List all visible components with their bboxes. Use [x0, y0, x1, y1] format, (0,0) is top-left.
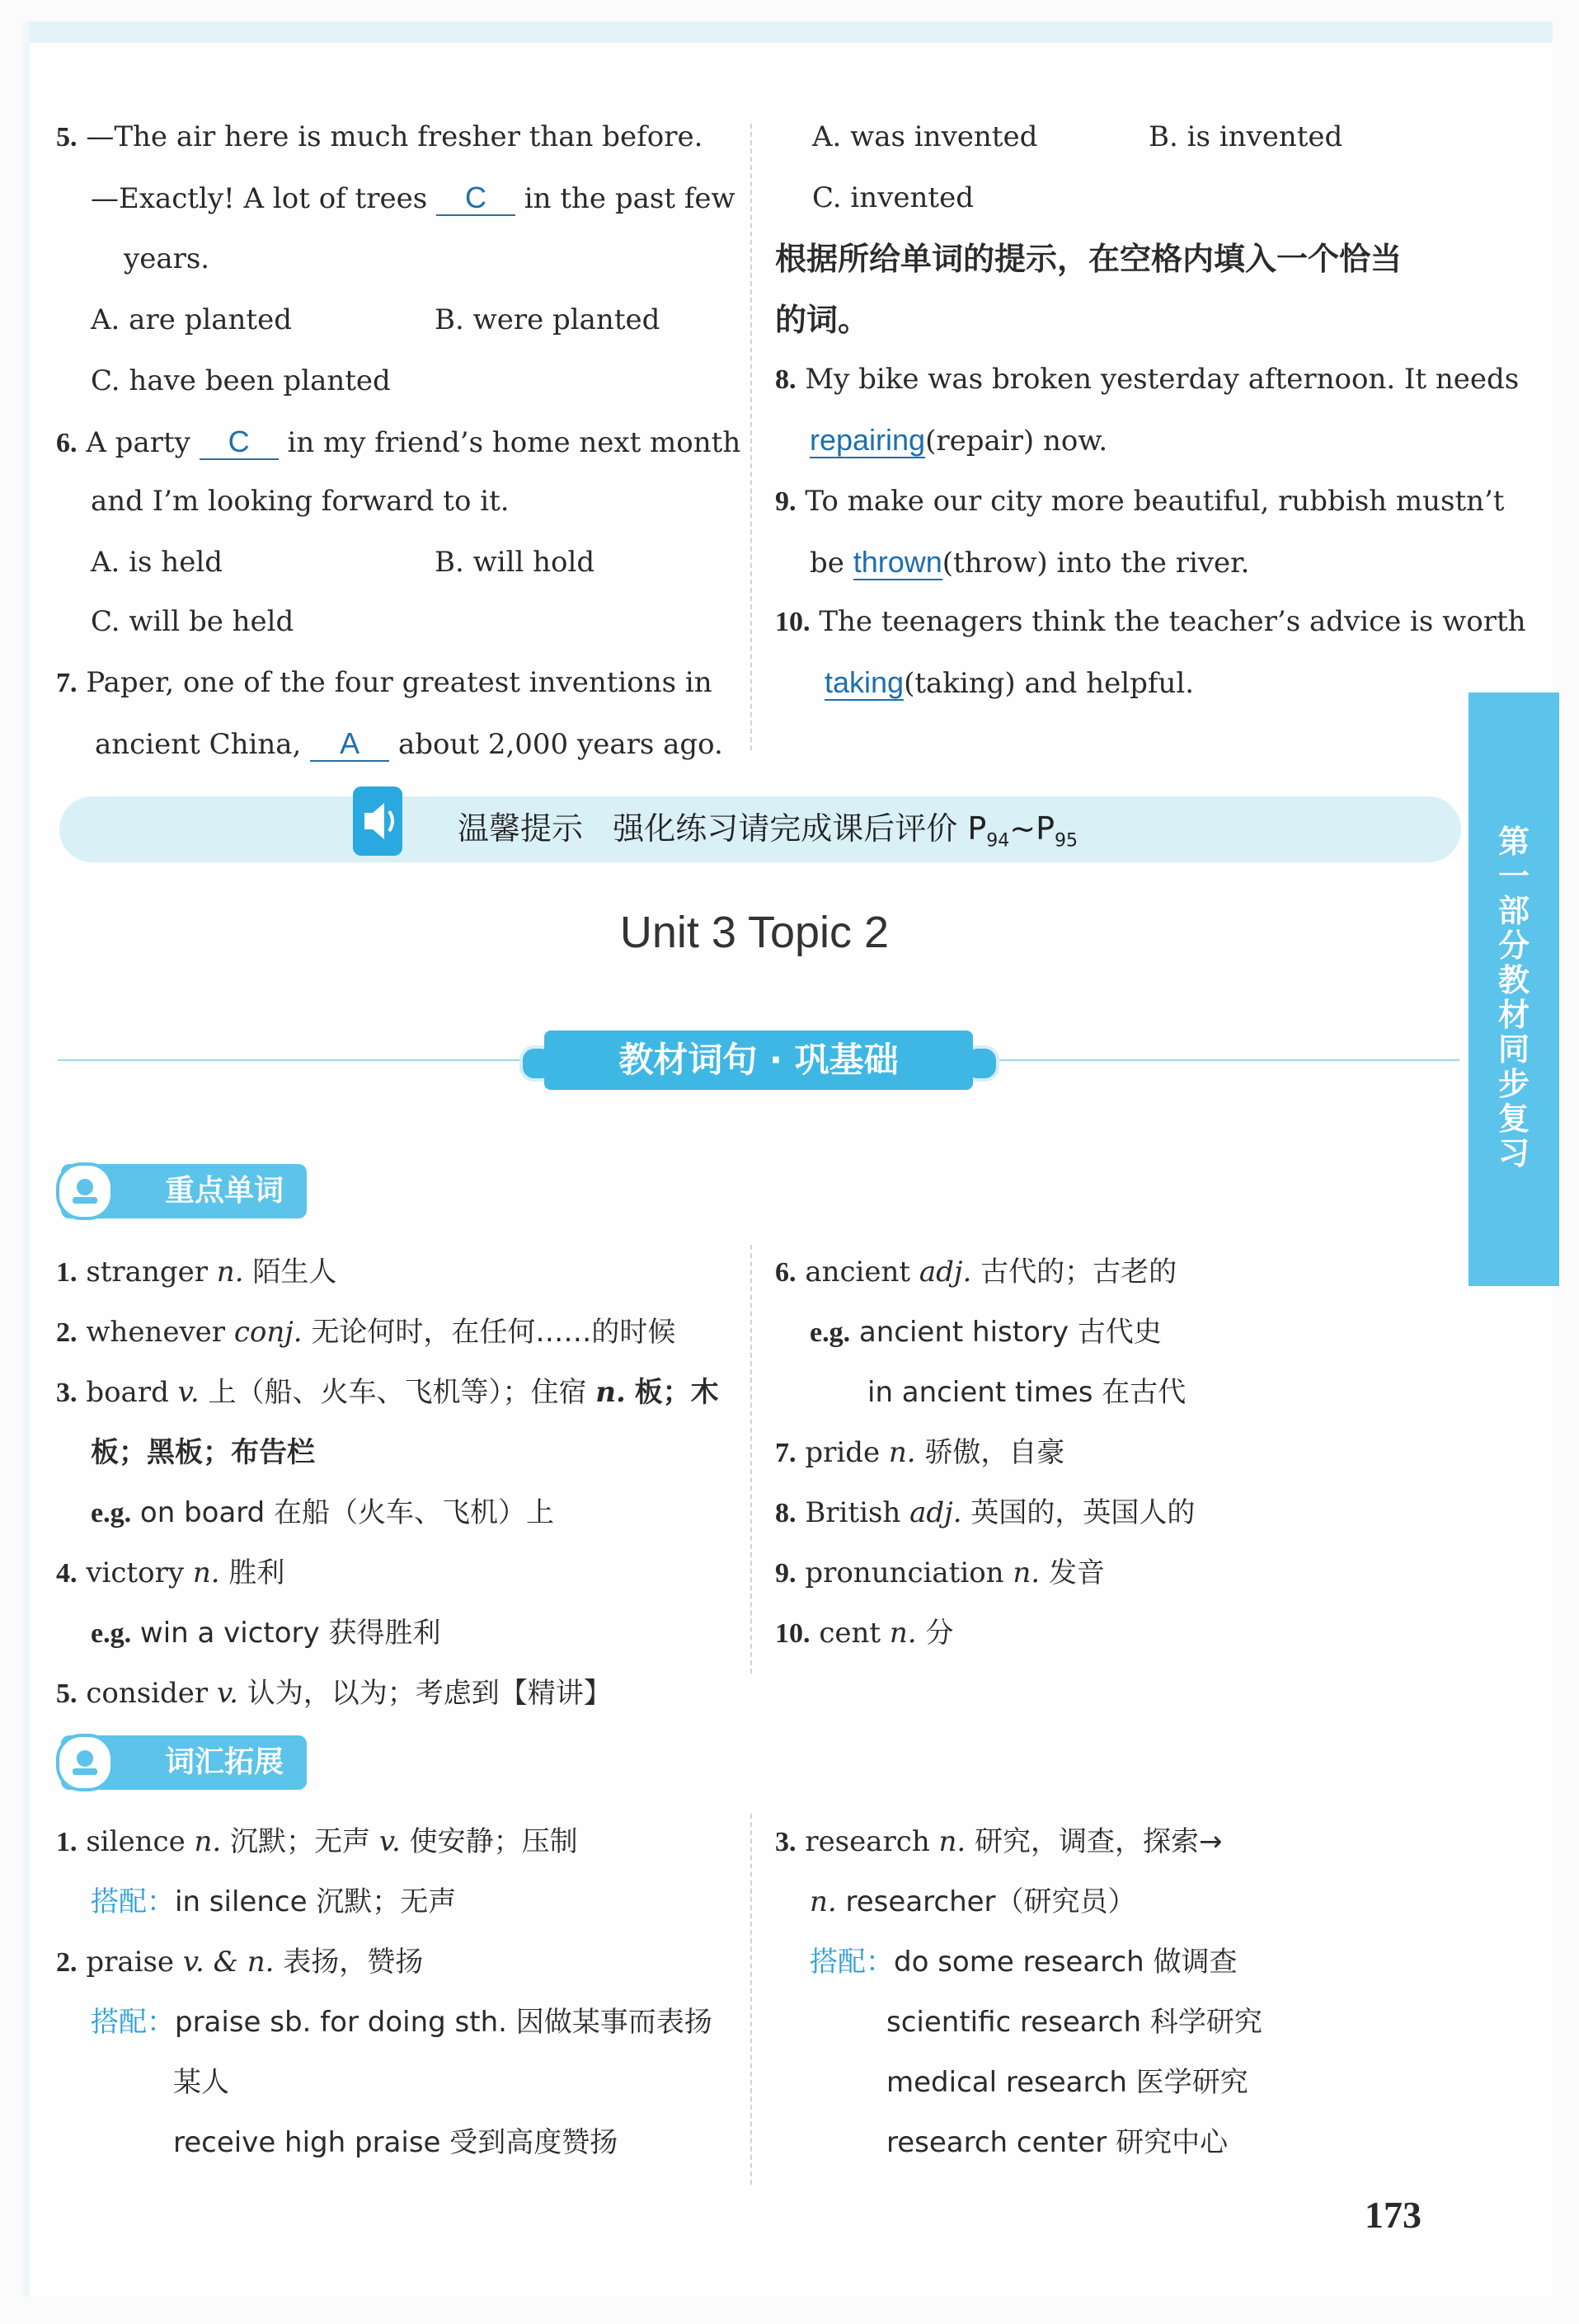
q9-number: 9. [775, 486, 797, 517]
vocab-item-9 [775, 1556, 1105, 1590]
vocab-3-cn: 上（船、火车、飞机等）；住宿 [208, 1376, 587, 1409]
vocab-item-3 [56, 1376, 719, 1410]
column-divider-top [750, 124, 752, 750]
expand-3-num: 3. [775, 1827, 797, 1857]
vocab-8-num: 8. [775, 1498, 797, 1528]
vocab-6-eg [810, 1316, 1162, 1350]
expand-1-collocation [91, 1885, 456, 1918]
vocab-item-10 [775, 1617, 953, 1650]
expand-3-coll1: do some research 做调查 [894, 1946, 1238, 1979]
q7-line1 [56, 666, 712, 700]
q8-number: 8. [775, 364, 797, 395]
expand-1-cn2: 使安静；压制 [409, 1825, 578, 1858]
q10-line1 [775, 605, 1526, 639]
section-line-right [998, 1059, 1459, 1061]
vocab-7-pos: n. [888, 1436, 916, 1469]
vocab-10-num: 10. [775, 1618, 811, 1649]
tip-sub2: 95 [1055, 830, 1079, 852]
q5-line3: years. [124, 242, 210, 275]
expand-3-der: researcher（研究员） [845, 1885, 1136, 1918]
expand-3-derivative [810, 1885, 1136, 1918]
expand-3-coll3: medical research 医学研究 [886, 2066, 1248, 2099]
expand-3-label: 搭配： [810, 1946, 894, 1979]
q10-text-b: (taking) and helpful. [904, 667, 1195, 700]
expand-2-coll2: receive high praise 受到高度赞扬 [173, 2126, 618, 2159]
vocab-2-word: whenever [86, 1316, 226, 1349]
q5-number: 5. [56, 122, 78, 153]
expand-2-coll1a: praise sb. for doing sth. 因做某事而表扬 [175, 2006, 712, 2039]
q7-text-a: ancient China, [95, 728, 302, 761]
q5-option-c[interactable]: C. have been planted [91, 364, 391, 397]
q8-text: My bike was broken yesterday afternoon. It needs [805, 363, 1520, 396]
q5-text-b: in the past few [524, 182, 735, 215]
vocab-10-pos: n. [889, 1617, 917, 1650]
q6-option-b[interactable]: B. will hold [435, 546, 595, 579]
column-divider-bottom [750, 1814, 752, 2185]
vocab-1-pos: n. [216, 1256, 244, 1289]
q6-option-a[interactable]: A. is held [91, 546, 223, 579]
q6-answer-blank[interactable]: C [200, 425, 279, 460]
q6-line1 [56, 425, 740, 460]
expand-3-cn: 研究，调查，探索→ [975, 1825, 1223, 1858]
vocab-6-word: ancient [805, 1256, 911, 1289]
vocab-4-num: 4. [56, 1558, 78, 1589]
vocab-8-pos: adj. [909, 1496, 962, 1529]
vocab-6-num: 6. [775, 1257, 797, 1288]
vocab-item-5 [56, 1677, 612, 1711]
q5-text: —The air here is much fresher than before. [86, 120, 703, 153]
speaker-icon [353, 786, 402, 856]
vocab-4-pos: n. [192, 1556, 220, 1589]
q7-number: 7. [56, 668, 78, 698]
q10-answer[interactable]: taking [825, 665, 905, 699]
pill-vocab-expansion: 词汇拓展 [61, 1735, 307, 1790]
expand-2-pos: v. & n. [182, 1946, 275, 1979]
expand-item-2 [56, 1946, 423, 1979]
page-number: 173 [1365, 2194, 1422, 2236]
expand-1-word: silence [86, 1825, 186, 1858]
vocab-6-eg-text2: in ancient times 在古代 [867, 1376, 1187, 1409]
vocab-3-num: 3. [56, 1378, 78, 1408]
vocab-6-cn: 古代的；古老的 [980, 1256, 1177, 1289]
q9-line1 [775, 485, 1504, 519]
vocab-item-4 [56, 1556, 284, 1590]
q9-line2 [810, 546, 1249, 580]
expand-2-label: 搭配： [91, 2006, 175, 2039]
vocab-2-cn: 无论何时，在任何……的时候 [311, 1316, 676, 1349]
expand-1-coll: in silence 沉默；无声 [175, 1885, 457, 1918]
vocab-6-eg-label: e.g. [810, 1317, 851, 1348]
instruction-line2: 的词。 [775, 302, 870, 338]
q5-option-a[interactable]: A. are planted [91, 303, 292, 336]
expand-3-pos2: n. [810, 1885, 837, 1918]
section-line-left [58, 1059, 519, 1061]
vocab-9-cn: 发音 [1048, 1556, 1105, 1589]
q5-text-a: —Exactly! A lot of trees [91, 182, 428, 215]
vocab-2-num: 2. [56, 1317, 78, 1348]
q7-text: Paper, one of the four greatest inventions in [86, 666, 712, 699]
expand-2-num: 2. [56, 1947, 78, 1978]
q7-option-b[interactable]: B. is invented [1149, 120, 1343, 153]
expand-item-3 [775, 1825, 1223, 1859]
expand-3-coll2: scientific research 科学研究 [886, 2006, 1262, 2039]
q7-option-c[interactable]: C. invented [812, 181, 974, 214]
vocab-item-1 [56, 1256, 336, 1289]
vocab-4-word: victory [86, 1556, 185, 1589]
expand-1-pos: n. [194, 1825, 222, 1858]
q8-text-b: (repair) now. [925, 425, 1108, 458]
q7-answer-blank[interactable]: A [310, 727, 389, 762]
side-tab-text: 第一部分 教材同步复习 [1497, 824, 1530, 1171]
vocab-9-word: pronunciation [805, 1556, 1004, 1589]
vocab-7-cn: 骄傲，自豪 [924, 1436, 1065, 1469]
q9-text: To make our city more beautiful, rubbish mustn’t [805, 485, 1505, 518]
vocab-1-cn: 陌生人 [252, 1256, 337, 1289]
vocab-2-pos: conj. [233, 1316, 303, 1349]
expand-2-coll1b: 某人 [173, 2066, 229, 2099]
q8-answer[interactable]: repairing [810, 423, 926, 457]
vocab-9-pos: n. [1013, 1556, 1041, 1589]
q7-text-b: about 2,000 years ago. [397, 728, 723, 761]
column-divider-middle [750, 1245, 752, 1674]
vocab-5-word: consider [86, 1677, 209, 1710]
q6-text-b: in my friend’s home next month [287, 426, 741, 459]
vocab-3-pos2: n. [595, 1376, 626, 1409]
vocab-10-cn: 分 [925, 1617, 954, 1650]
vocab-8-word: British [805, 1496, 901, 1529]
vocab-6-pos: adj. [919, 1256, 972, 1289]
vocab-1-num: 1. [56, 1257, 78, 1288]
vocab-5-pos: v. [217, 1677, 238, 1710]
vocab-5-num: 5. [56, 1678, 78, 1709]
page-left-border [23, 21, 30, 2297]
vocab-9-num: 9. [775, 1558, 797, 1589]
vocab-3-eg [91, 1496, 554, 1530]
vocab-3-cn2a: 板；木 [634, 1376, 719, 1409]
vocab-3-word: board [86, 1376, 169, 1409]
q6-option-c[interactable]: C. will be held [91, 605, 294, 638]
q6-number: 6. [56, 428, 78, 458]
vocab-item-6 [775, 1256, 1177, 1289]
vocab-5-cn: 认为，以为；考虑到【精讲】 [247, 1677, 612, 1710]
q6-line2: and I’m looking forward to it. [91, 485, 510, 518]
pill-key-words: 重点单词 [61, 1164, 307, 1218]
expand-1-num: 1. [56, 1827, 78, 1857]
q8-line2 [810, 424, 1107, 458]
q5-answer-blank[interactable]: C [436, 181, 515, 216]
vocab-6-eg-text: ancient history 古代史 [858, 1316, 1162, 1349]
stamp-icon [56, 1734, 114, 1791]
q9-text-a: be [810, 547, 844, 580]
q5-option-b[interactable]: B. were planted [435, 303, 660, 336]
q7-line2 [95, 727, 723, 762]
vocab-10-word: cent [819, 1617, 881, 1650]
expand-2-collocation [91, 2006, 712, 2039]
vocab-4-eg-label: e.g. [91, 1618, 132, 1649]
q9-answer[interactable]: thrown [853, 545, 942, 579]
vocab-1-word: stranger [86, 1256, 208, 1289]
vocab-4-eg-text: win a victory 获得胜利 [139, 1617, 441, 1650]
vocab-4-eg [91, 1617, 440, 1650]
tip-label: 温馨提示 [458, 810, 584, 847]
vocab-3-pos: v. [177, 1376, 200, 1409]
q8-line1 [775, 363, 1519, 397]
expand-2-word: praise [86, 1946, 175, 1979]
vocab-7-word: pride [805, 1436, 881, 1469]
expand-1-label: 搭配： [91, 1885, 175, 1918]
tip-tilde: ~P [1009, 810, 1055, 847]
stamp-icon [56, 1162, 114, 1220]
section-banner: 教材词句 · 巩基础 [544, 1031, 973, 1090]
expand-3-coll4: research center 研究中心 [886, 2126, 1229, 2159]
expand-3-word: research [805, 1825, 930, 1858]
vocab-item-7 [775, 1436, 1064, 1470]
vocab-8-cn: 英国的，英国人的 [970, 1496, 1196, 1529]
q9-text-b: (throw) into the river. [942, 547, 1250, 580]
expand-1-pos2: v. [378, 1825, 401, 1858]
vocab-3-cn2b: 板；黑板；布告栏 [91, 1436, 315, 1469]
expand-item-1 [56, 1825, 578, 1859]
q6-text-a: A party [86, 426, 190, 459]
vocab-item-2 [56, 1316, 675, 1350]
tip-sub1: 94 [986, 830, 1010, 852]
q7-option-a[interactable]: A. was invented [812, 120, 1038, 153]
instruction-line1: 根据所给单词的提示，在空格内填入一个恰当 [775, 241, 1403, 277]
vocab-3-eg-text: on board 在船（火车、飞机）上 [139, 1496, 555, 1529]
expand-1-cn: 沉默；无声 [230, 1825, 371, 1858]
tip-text [458, 810, 1078, 861]
q10-number: 10. [775, 607, 811, 637]
unit-title: Unit 3 Topic 2 [619, 908, 890, 957]
q5-line2 [91, 181, 735, 216]
page-top-border [23, 21, 1553, 43]
vocab-4-cn: 胜利 [228, 1556, 285, 1589]
q10-line2 [825, 666, 1194, 700]
expand-2-cn: 表扬，赞扬 [283, 1946, 424, 1979]
q10-text: The teenagers think the teacher’s advice is worth [819, 605, 1526, 638]
expand-3-collocation [810, 1946, 1237, 1979]
vocab-item-8 [775, 1496, 1195, 1530]
vocab-7-num: 7. [775, 1438, 797, 1468]
q5-line1 [56, 120, 703, 154]
expand-3-pos: n. [938, 1825, 966, 1858]
vocab-3-eg-label: e.g. [91, 1498, 132, 1528]
tip-body: 强化练习请完成课后评价 P [613, 810, 987, 847]
